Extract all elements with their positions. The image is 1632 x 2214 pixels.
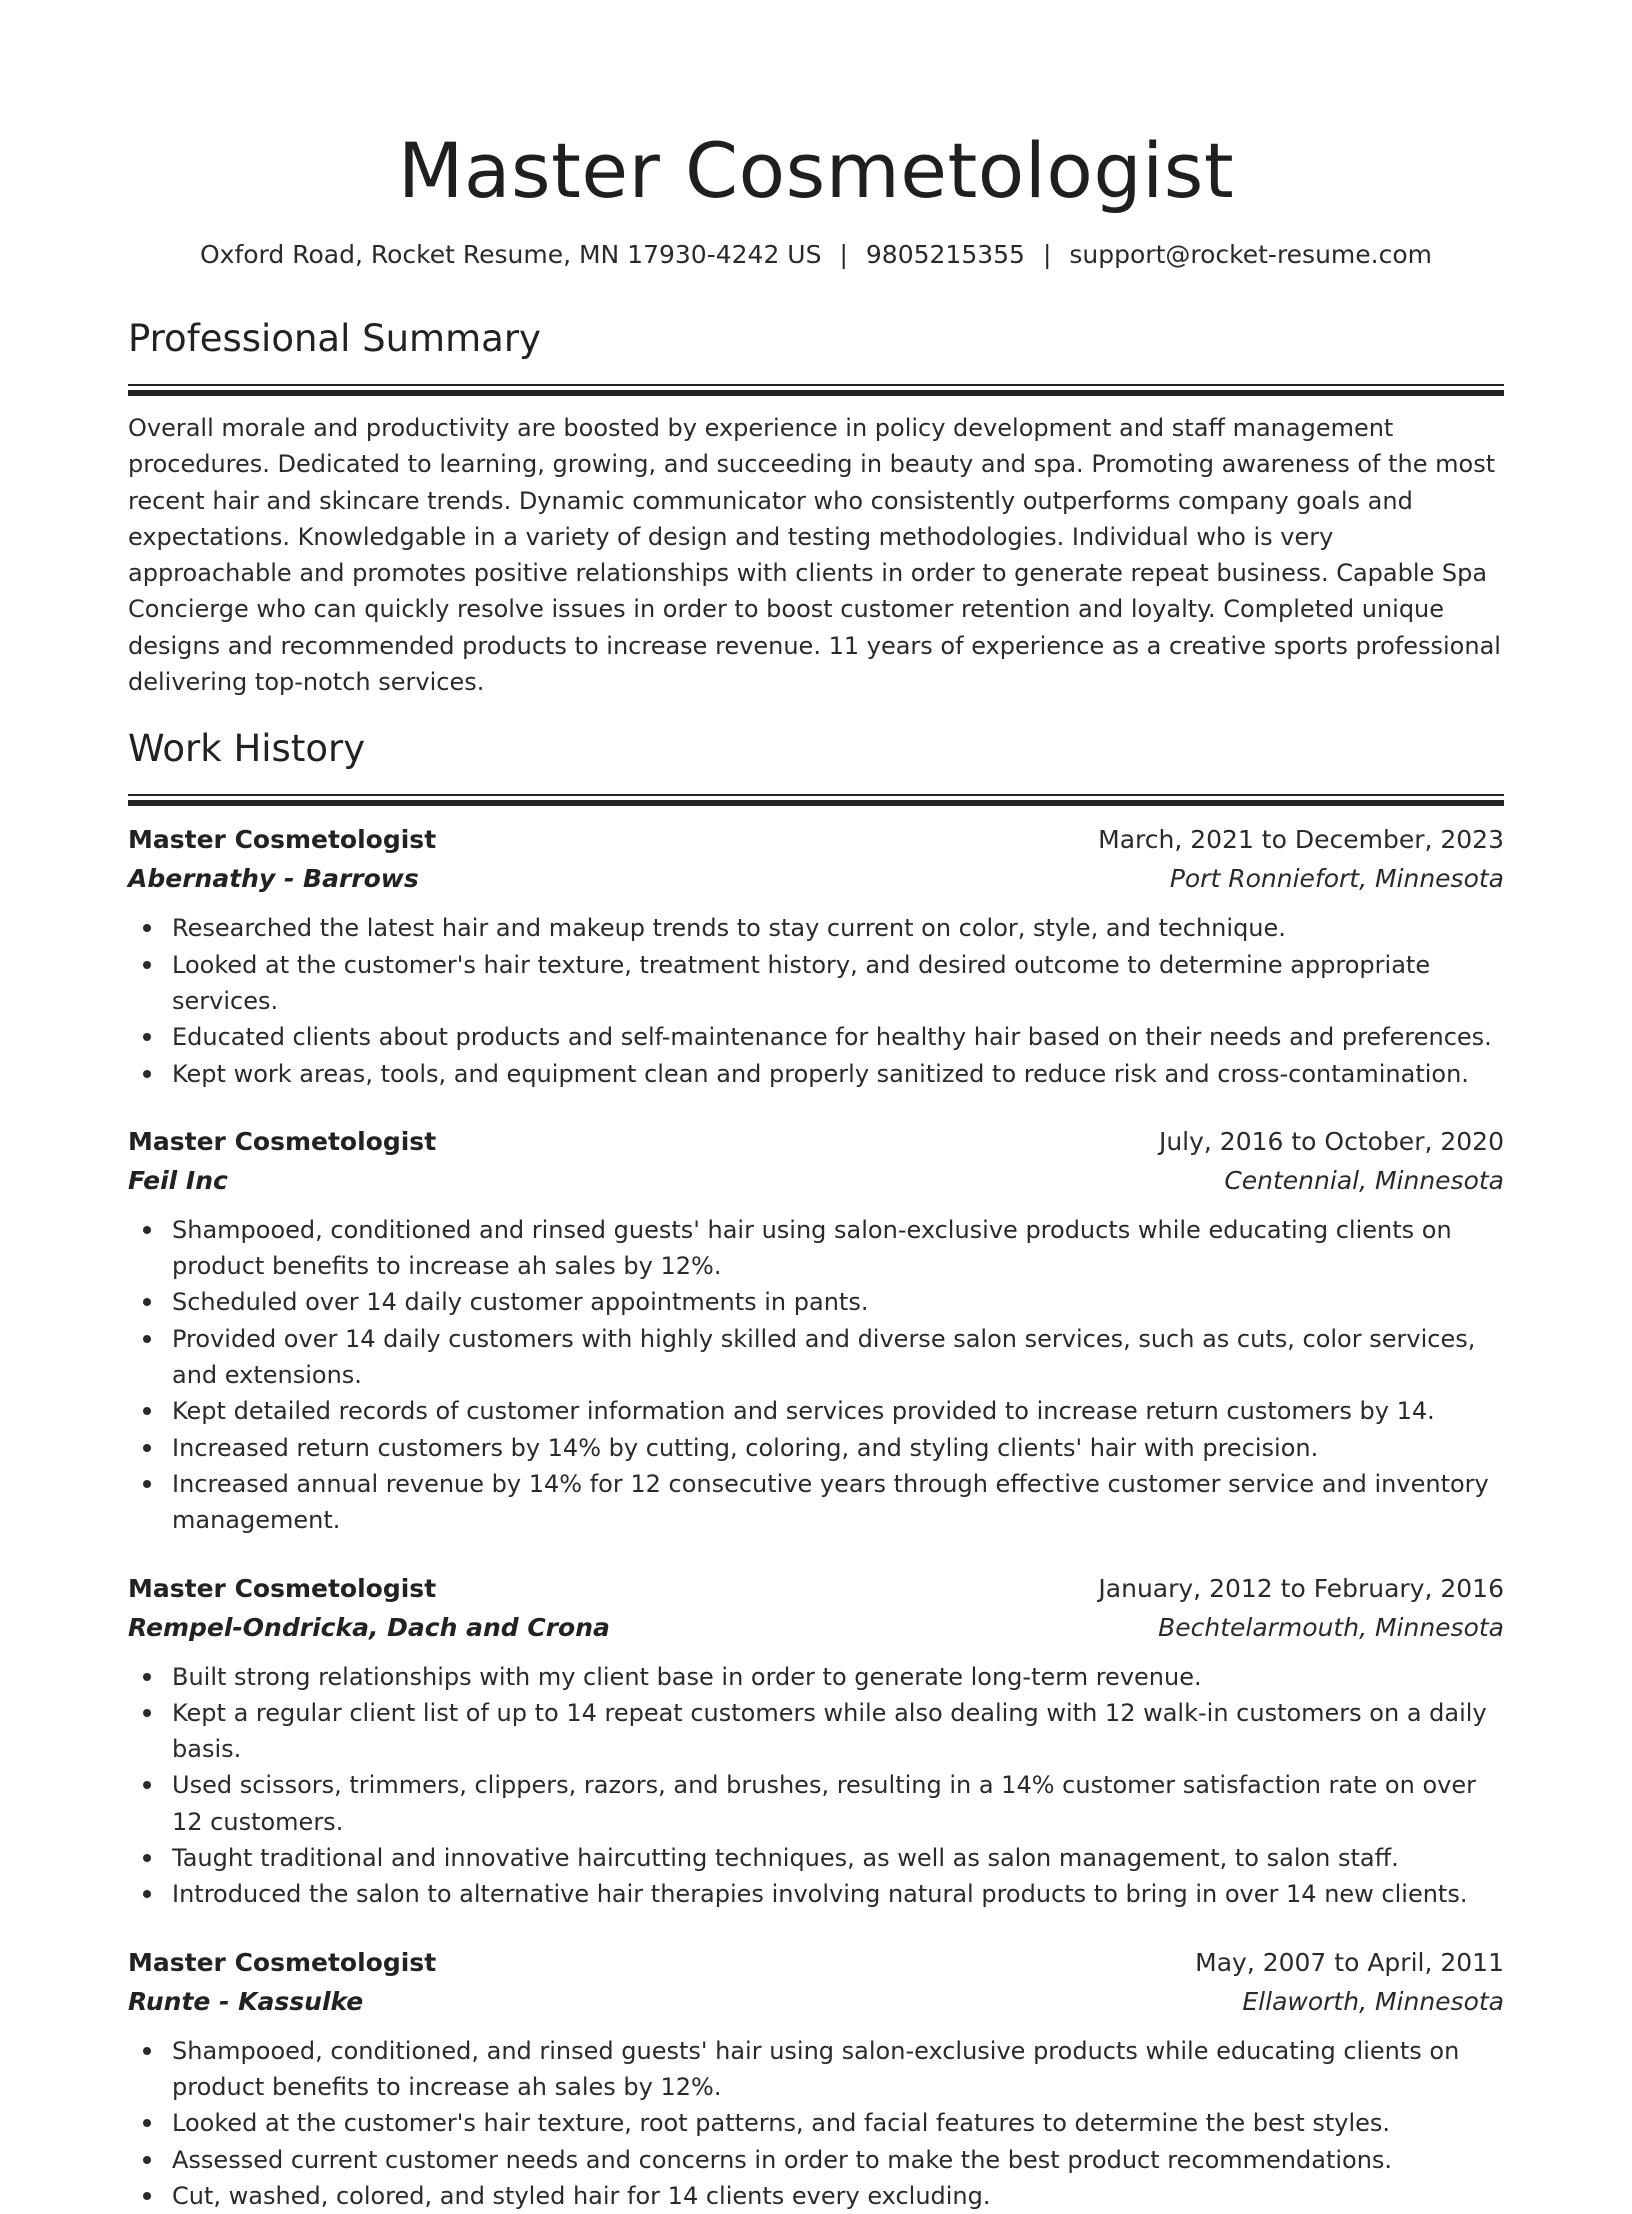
section-divider <box>128 384 1504 396</box>
job-bullet: Kept a regular client list of up to 14 repeat customers while also dealing with 12 walk-in customers on a daily basis. <box>128 1695 1504 1768</box>
resume-page <box>128 0 1504 2214</box>
job-bullet: Built strong relationships with my client base in order to generate long-term revenue. <box>128 1659 1504 1695</box>
job-dates: July, 2016 to October, 2020 <box>1158 1126 1504 1156</box>
job-bullet-list <box>128 1212 1504 1539</box>
job-bullet: Researched the latest hair and makeup trends to stay current on color, style, and technique. <box>128 910 1504 946</box>
job-header <box>128 1122 1504 1161</box>
job-entry <box>128 1943 1504 2214</box>
job-company: Abernathy - Barrows <box>128 864 419 894</box>
job-location: Ellaworth, Minnesota <box>1242 1986 1504 2016</box>
job-header <box>128 1943 1504 1982</box>
job-bullet-list <box>128 1659 1504 1913</box>
job-entry <box>128 1569 1504 1913</box>
section-heading: Professional Summary <box>128 317 541 360</box>
job-subheader <box>128 1161 1504 1200</box>
job-bullet: Taught traditional and innovative haircutting techniques, as well as salon management, to salon staff. <box>128 1840 1504 1876</box>
job-header <box>128 1569 1504 1608</box>
job-location: Centennial, Minnesota <box>1224 1165 1504 1195</box>
job-bullet: Provided over 14 daily customers with highly skilled and diverse salon services, such as cuts, color services, and extensions. <box>128 1321 1504 1394</box>
job-dates: January, 2012 to February, 2016 <box>1098 1573 1504 1603</box>
contact-line <box>128 238 1504 272</box>
job-bullet: Looked at the customer's hair texture, treatment history, and desired outcome to determine appropriate services. <box>128 947 1504 1020</box>
professional-summary-section <box>128 316 1504 700</box>
job-header <box>128 820 1504 859</box>
job-bullet: Shampooed, conditioned, and rinsed guests' hair using salon-exclusive products while educating clients on product benefits to increase ah sales by 12%. <box>128 2033 1504 2106</box>
job-location: Port Ronniefort, Minnesota <box>1169 864 1504 894</box>
job-bullet: Looked at the customer's hair texture, root patterns, and facial features to determine the best styles. <box>128 2105 1504 2141</box>
job-bullet: Assessed current customer needs and concerns in order to make the best product recommendations. <box>128 2142 1504 2178</box>
contact-separator: | <box>1042 240 1052 269</box>
job-entry <box>128 1122 1504 1539</box>
job-subheader <box>128 1982 1504 2021</box>
job-bullet: Increased return customers by 14% by cutting, coloring, and styling clients' hair with precision. <box>128 1430 1504 1466</box>
job-bullet: Increased annual revenue by 14% for 12 consecutive years through effective customer service and inventory management. <box>128 1466 1504 1539</box>
job-bullet: Used scissors, trimmers, clippers, razors, and brushes, resulting in a 14% customer satisfaction rate on over 12 customers. <box>128 1767 1504 1840</box>
job-entry <box>128 820 1504 1091</box>
section-heading: Work History <box>128 727 366 771</box>
job-subheader <box>128 1608 1504 1647</box>
job-location: Bechtelarmouth, Minnesota <box>1158 1612 1504 1642</box>
section-divider <box>128 794 1504 806</box>
summary-paragraph: Overall morale and productivity are boosted by experience in policy development and staff management procedures. Dedicated to learning, growing, and succeeding in beauty and spa. Promoting awareness of the most recent hair and skincare trends. Dynamic communicator who consistently outperforms company goals and expectations. Knowledgable in a variety of design and testing methodologies. Individual who is very approachable and promotes positive relationships with clients in order to generate repeat business. Capable Spa Concierge who can quickly resolve issues in order to boost customer retention and loyalty. Completed unique designs and recommended products to increase revenue. 11 years of experience as a creative sports professional delivering top-notch services. <box>128 414 1501 697</box>
job-bullet: Introduced the salon to alternative hair therapies involving natural products to bring in over 14 new clients. <box>128 1876 1504 1912</box>
job-bullet: Cut, washed, colored, and styled hair for 14 clients every excluding. <box>128 2178 1504 2214</box>
job-bullet: Kept work areas, tools, and equipment clean and properly sanitized to reduce risk and cross-contamination. <box>128 1056 1504 1092</box>
contact-address: Oxford Road, Rocket Resume, MN 17930-4242 US <box>199 240 822 269</box>
job-bullet: Shampooed, conditioned and rinsed guests' hair using salon-exclusive products while educating clients on product benefits to increase ah sales by 12%. <box>128 1212 1504 1285</box>
job-company: Feil Inc <box>128 1165 228 1195</box>
job-company: Runte - Kassulke <box>128 1986 364 2016</box>
job-company: Rempel-Ondricka, Dach and Crona <box>128 1612 610 1642</box>
contact-phone: 9805215355 <box>865 240 1025 269</box>
job-bullet-list <box>128 2033 1504 2214</box>
job-bullet: Scheduled over 14 daily customer appointments in pants. <box>128 1284 1504 1320</box>
job-dates: May, 2007 to April, 2011 <box>1195 1947 1504 1977</box>
job-title: Master Cosmetologist <box>128 1126 437 1156</box>
contact-email: support@rocket-resume.com <box>1069 240 1433 269</box>
work-history-section <box>128 726 1504 2214</box>
job-bullet: Educated clients about products and self-maintenance for healthy hair based on their needs and preferences. <box>128 1019 1504 1055</box>
job-title: Master Cosmetologist <box>128 1573 437 1603</box>
job-bullet: Kept detailed records of customer information and services provided to increase return customers by 14. <box>128 1393 1504 1429</box>
contact-separator: | <box>839 240 848 269</box>
job-bullet-list <box>128 910 1504 1091</box>
page-title: Master Cosmetologist <box>397 126 1235 215</box>
job-title: Master Cosmetologist <box>128 825 437 855</box>
job-dates: March, 2021 to December, 2023 <box>1098 825 1504 855</box>
job-title: Master Cosmetologist <box>128 1947 437 1977</box>
job-subheader <box>128 859 1504 898</box>
